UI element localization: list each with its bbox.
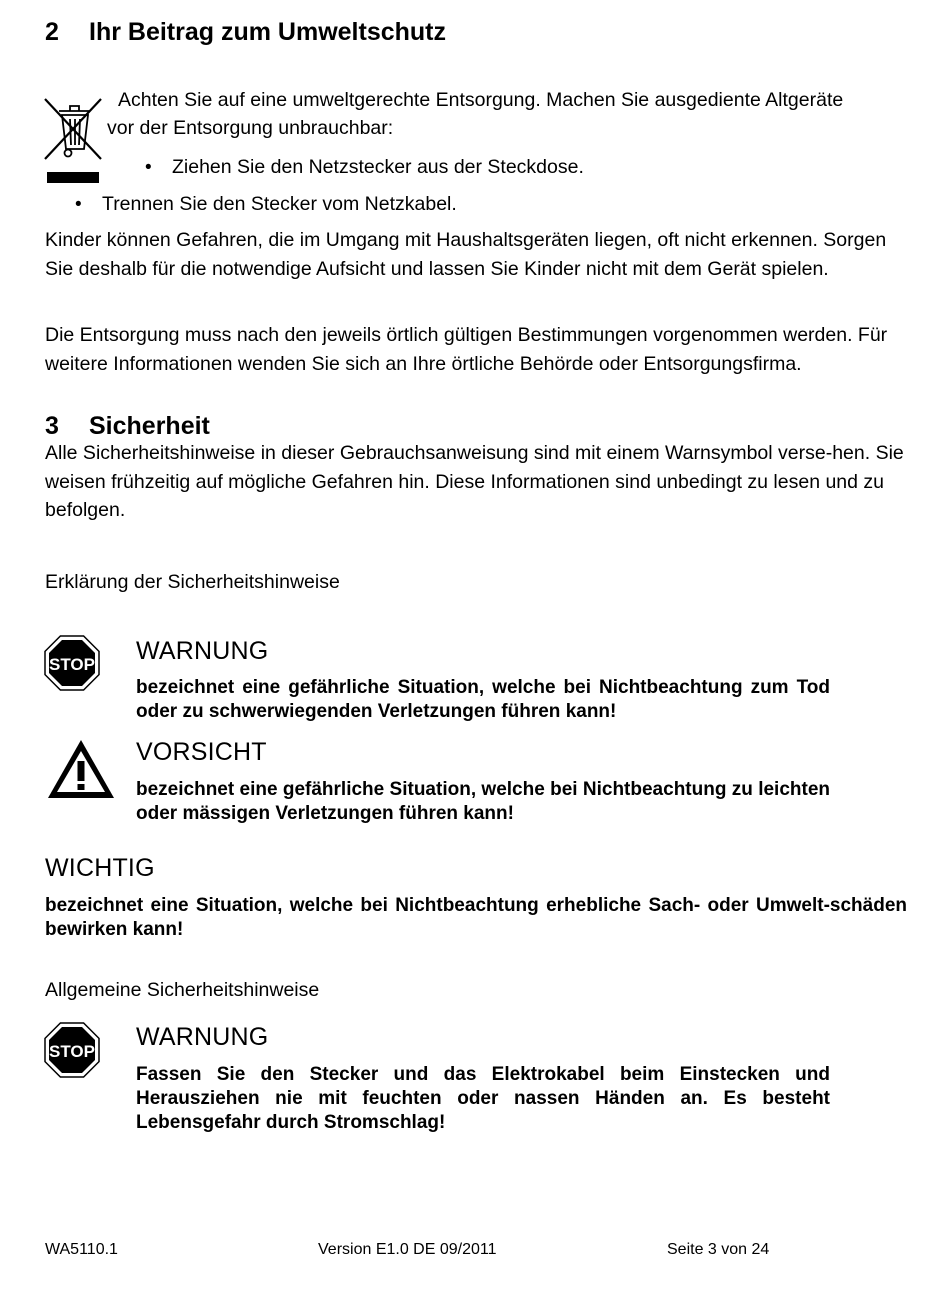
general-warnung-title: WARNUNG [136, 1023, 269, 1051]
bullet-item [145, 153, 584, 182]
section-3-heading [45, 412, 210, 441]
safety-intro-paragraph: Alle Sicherheitshinweise in dieser Gebrauchsanweisung sind mit einem Warnsymbol verse-hen. Sie weisen frühzeitig auf mögliche Gefahren hin. Diese Informationen sind unbedingt zu lesen und zu befolgen. [45, 442, 904, 521]
footer-page-number: Seite 3 von 24 [667, 1241, 770, 1258]
bullet-text: Ziehen Sie den Netzstecker aus der Steckdose. [172, 156, 584, 178]
footer-version: Version E1.0 DE 09/2011 [318, 1241, 497, 1258]
bullet-dot: • [75, 194, 82, 215]
section-number: 2 [45, 18, 59, 46]
crossed-out-wheelie-bin-icon [43, 97, 105, 187]
intro-line-2: vor der Entsorgung unbrauchbar: [107, 117, 394, 139]
intro-line-1: Achten Sie auf eine umweltgerechte Entsorgung. Machen Sie ausgediente Altgeräte [118, 89, 844, 111]
warnung-text: bezeichnet eine gefährliche Situation, welche bei Nichtbeachtung zum Tod oder zu schwerwiegenden Verletzungen führen kann! [136, 677, 830, 722]
explanation-heading: Erklärung der Sicherheitshinweise [45, 571, 340, 593]
vorsicht-title: VORSICHT [136, 738, 267, 766]
section-title: Ihr Beitrag zum Umweltschutz [89, 18, 446, 46]
general-warnung-text: Fassen Sie den Stecker und das Elektrokabel beim Einstecken und Herausziehen nie mit feuchten oder nassen Händen an. Es besteht Lebensgefahr durch Stromschlag! [136, 1064, 830, 1133]
bullet-dot: • [145, 157, 152, 178]
stop-sign-icon [44, 1022, 100, 1078]
disposal-paragraph: Die Entsorgung muss nach den jeweils örtlich gültigen Bestimmungen vorgenommen werden. Für weitere Informationen wenden Sie sich an Ihre örtliche Behörde oder Entsorgungsfirma. [45, 324, 888, 375]
section-title: Sicherheit [89, 412, 210, 440]
children-safety-paragraph: Kinder können Gefahren, die im Umgang mit Haushaltsgeräten liegen, oft nicht erkennen. Sorgen Sie deshalb für die notwendige Aufsicht und lassen Sie Kinder nicht mit dem Gerät spielen. [45, 229, 887, 280]
wichtig-title: WICHTIG [45, 854, 155, 882]
bullet-text: Trennen Sie den Stecker vom Netzkabel. [102, 193, 457, 215]
general-safety-heading: Allgemeine Sicherheitshinweise [45, 979, 320, 1001]
vorsicht-text: bezeichnet eine gefährliche Situation, welche bei Nichtbeachtung zu leichten oder mässigen Verletzungen führen kann! [136, 779, 830, 824]
stop-sign-label: STOP [49, 655, 95, 674]
bullet-item [75, 190, 457, 219]
stop-sign-icon [44, 635, 100, 691]
section-2-heading [45, 18, 446, 47]
warning-triangle-icon [45, 737, 117, 801]
wichtig-text: bezeichnet eine Situation, welche bei Nichtbeachtung erhebliche Sach- oder Umwelt-schäden bewirken kann! [45, 895, 907, 940]
section-number: 3 [45, 412, 59, 440]
stop-sign-label: STOP [49, 1042, 95, 1061]
warnung-title: WARNUNG [136, 637, 269, 665]
footer-model: WA5110.1 [45, 1241, 118, 1258]
